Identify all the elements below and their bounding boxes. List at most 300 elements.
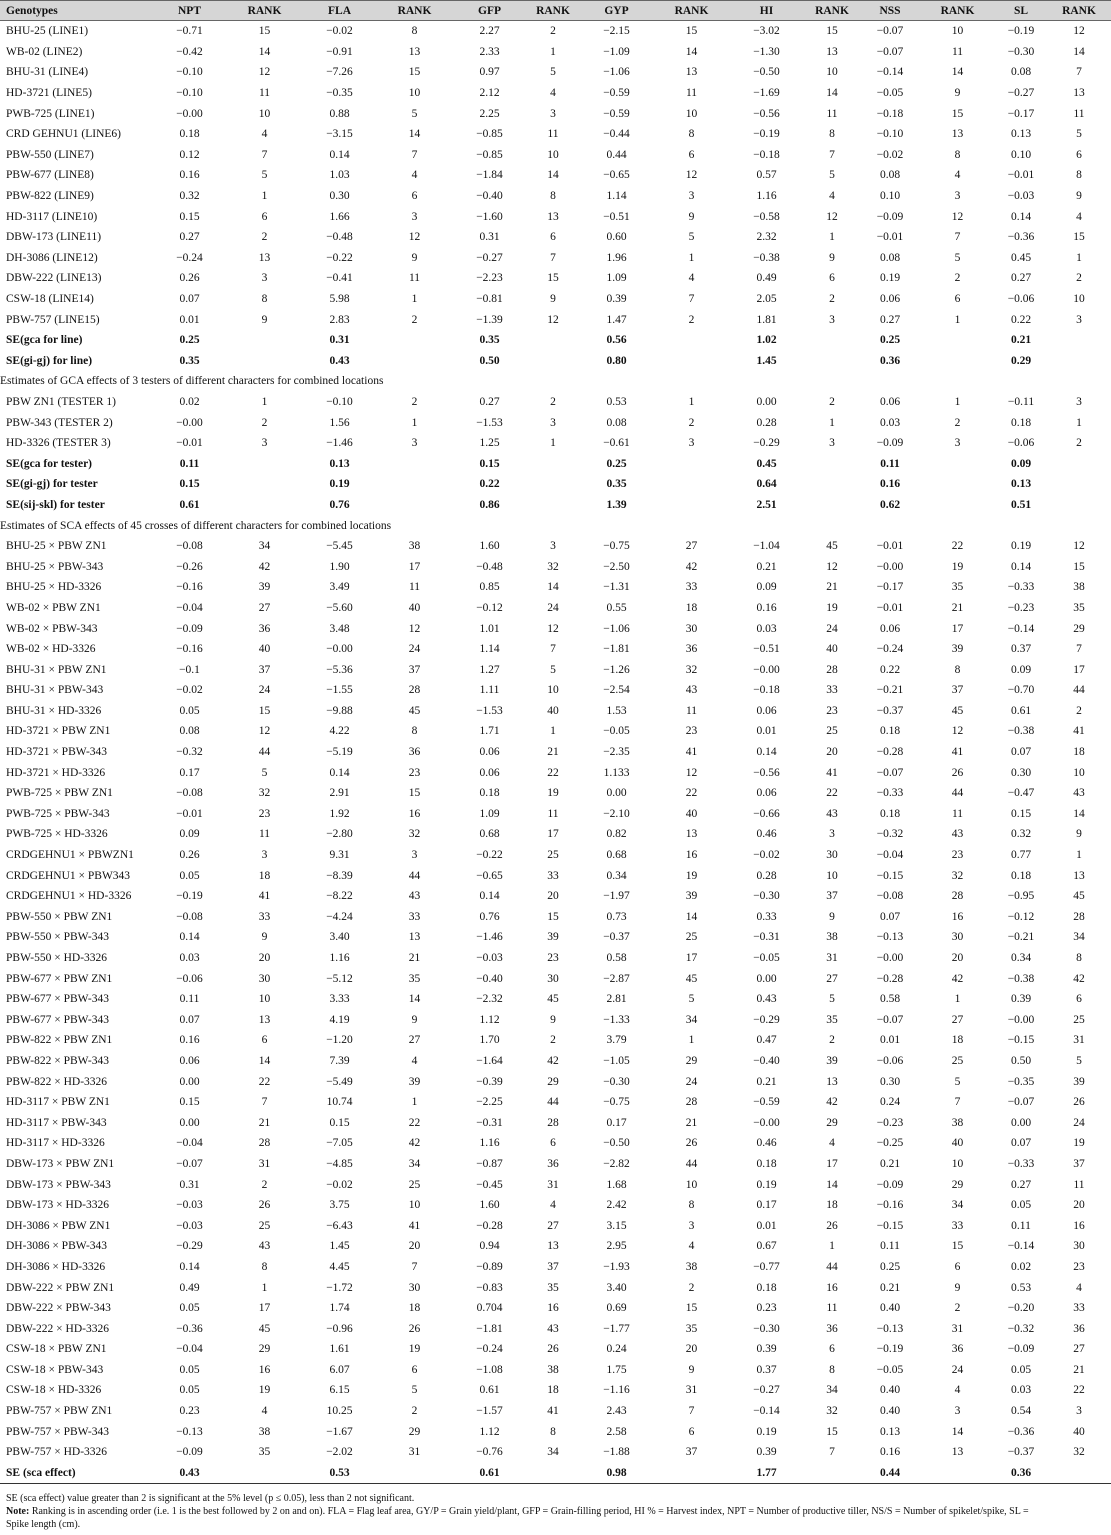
value-cell (527, 351, 579, 372)
value-cell: 4.45 (329, 1260, 350, 1273)
value-cell: 0.09 (1010, 457, 1032, 470)
value-cell: −0.89 (476, 1260, 503, 1273)
value-cell: 37 (951, 684, 964, 697)
value-cell: −0.07 (176, 1157, 203, 1170)
value-cell: −0.59 (753, 1096, 780, 1109)
value-cell: 0.06 (479, 766, 500, 779)
value-cell: 13 (951, 128, 964, 141)
value-cell: −8.22 (326, 890, 353, 903)
value-cell: 0.49 (756, 272, 777, 285)
value-cell: 1 (954, 313, 961, 326)
value-cell: −0.36 (176, 1322, 203, 1335)
value-cell: −9.88 (326, 704, 353, 717)
table-row (0, 1092, 1111, 1113)
value-cell: 0.07 (879, 910, 901, 923)
value-cell: 38 (258, 1425, 271, 1438)
genotype-cell: DH-3086 × PBW-343 (6, 1240, 108, 1253)
value-cell (527, 495, 579, 516)
value-cell: −0.04 (176, 1343, 203, 1356)
value-cell: −4.85 (326, 1157, 353, 1170)
value-cell: −0.00 (753, 663, 780, 676)
value-cell: 27 (826, 972, 838, 985)
value-cell: 45 (685, 972, 698, 985)
genotype-cell: BHU-31 × HD-3326 (6, 704, 102, 717)
value-cell: 13 (685, 66, 698, 79)
value-cell: 0.14 (179, 931, 200, 944)
value-cell: 43 (951, 828, 964, 841)
value-cell: −0.16 (176, 643, 203, 656)
table-header-row (0, 1, 1111, 21)
value-cell: −1.67 (326, 1425, 353, 1438)
table-row (0, 1051, 1111, 1072)
value-cell: 5 (261, 766, 268, 779)
value-cell (1047, 1463, 1111, 1484)
value-cell: 9 (411, 1013, 418, 1026)
table-row (0, 598, 1111, 619)
value-cell: 43 (1073, 787, 1085, 800)
value-cell: 0.06 (879, 622, 901, 635)
value-cell: 30 (685, 622, 698, 635)
value-cell: 39 (685, 890, 698, 903)
genotype-cell: PWB-725 (LINE1) (6, 107, 95, 120)
value-cell: 15 (685, 25, 698, 38)
value-cell: −0.58 (753, 210, 780, 223)
value-cell (804, 1463, 860, 1484)
value-cell: −0.24 (876, 643, 904, 656)
value-cell: 0.39 (756, 1446, 777, 1459)
value-cell: −0.38 (1007, 972, 1035, 985)
value-cell: 2 (550, 1034, 556, 1047)
value-cell: 7 (411, 1260, 418, 1273)
value-cell: 4 (829, 1137, 835, 1150)
value-cell: 39 (408, 1075, 421, 1088)
value-cell: −0.07 (1007, 1096, 1035, 1109)
table-row (0, 289, 1111, 310)
standard-error-row (0, 474, 1111, 495)
value-cell: 7 (954, 1096, 961, 1109)
value-cell: 12 (547, 313, 559, 326)
value-cell: −0.32 (1007, 1322, 1035, 1335)
value-cell: 7 (261, 148, 268, 161)
genotype-cell: BHU-31 × PBW ZN1 (6, 663, 107, 676)
value-cell: 3 (954, 1405, 961, 1418)
value-cell: −1.77 (603, 1322, 630, 1335)
value-cell: 26 (685, 1137, 698, 1150)
value-cell: −0.38 (753, 251, 780, 264)
value-cell: 0.27 (179, 231, 200, 244)
value-cell: 0.58 (606, 952, 627, 965)
value-cell: 40 (258, 643, 271, 656)
value-cell: −5.45 (326, 540, 353, 553)
value-cell: 8 (954, 663, 961, 676)
value-cell: −0.51 (603, 210, 630, 223)
value-cell: 7 (688, 293, 695, 306)
value-cell: −0.48 (326, 231, 353, 244)
value-cell: 39 (547, 931, 559, 944)
value-cell (377, 474, 452, 495)
value-cell: 0.08 (879, 169, 901, 182)
value-cell: 42 (951, 972, 964, 985)
value-cell: 3 (1076, 313, 1082, 326)
value-cell: 3 (688, 190, 695, 203)
value-cell: 0.15 (179, 210, 200, 223)
value-cell: 6 (411, 190, 418, 203)
table-row (0, 618, 1111, 639)
value-cell: −0.20 (1007, 1302, 1035, 1315)
value-cell: 1.45 (329, 1240, 350, 1253)
value-cell: 29 (826, 1116, 838, 1129)
table-row (0, 1215, 1111, 1236)
value-cell: 16 (951, 910, 964, 923)
value-cell: 7.39 (329, 1054, 350, 1067)
value-cell: 15 (408, 66, 421, 79)
value-cell: 34 (408, 1157, 421, 1170)
value-cell: 19 (258, 1384, 271, 1397)
table-row (0, 701, 1111, 722)
value-cell: 12 (547, 622, 559, 635)
value-cell: 0.03 (179, 952, 200, 965)
value-cell: 15 (951, 1240, 964, 1253)
value-cell (1047, 330, 1111, 351)
value-cell: 44 (951, 787, 964, 800)
value-cell: 1.70 (479, 1034, 500, 1047)
value-cell: 0.37 (756, 1363, 777, 1376)
value-cell (227, 495, 302, 516)
value-cell: 0.61 (452, 1463, 527, 1484)
value-cell: 1 (954, 395, 961, 408)
value-cell: 0.45 (756, 457, 777, 470)
value-cell: 0.02 (179, 395, 200, 408)
value-cell: −0.13 (876, 1322, 904, 1335)
value-cell: −5.49 (326, 1075, 353, 1088)
value-cell: 0.00 (1010, 1116, 1032, 1129)
value-cell: −0.19 (753, 128, 780, 141)
value-cell: 12 (1073, 540, 1085, 553)
value-cell: 32 (258, 787, 271, 800)
value-cell: 15 (258, 704, 271, 717)
value-cell: 11 (258, 87, 271, 100)
value-cell: −0.00 (876, 560, 904, 573)
value-cell: 9.31 (329, 849, 350, 862)
value-cell: 9 (261, 313, 268, 326)
value-cell: 40 (826, 643, 838, 656)
value-cell: −2.32 (476, 993, 503, 1006)
value-cell: 32 (1073, 1446, 1085, 1459)
value-cell (1047, 474, 1111, 495)
value-cell: 2 (550, 395, 556, 408)
value-cell: 17 (951, 622, 964, 635)
value-cell: 30 (826, 849, 838, 862)
value-cell: 0.36 (879, 354, 901, 367)
value-cell: 19 (685, 869, 698, 882)
value-cell: 22 (685, 787, 698, 800)
genotype-cell: SE(gca for line) (6, 334, 83, 347)
value-cell: 2.83 (329, 313, 350, 326)
value-cell: 0.05 (179, 1384, 200, 1397)
value-cell: 3 (688, 1219, 695, 1232)
value-cell: 9 (550, 293, 556, 306)
value-cell (920, 453, 995, 474)
table-row (0, 1195, 1111, 1216)
value-cell: 35 (408, 972, 421, 985)
value-cell: 41 (826, 766, 838, 779)
value-cell: 44 (258, 746, 271, 759)
value-cell: 0.15 (329, 1116, 350, 1129)
value-cell: 1 (1076, 416, 1082, 429)
value-cell: 0.43 (152, 1463, 227, 1484)
value-cell: 23 (1073, 1260, 1085, 1273)
value-cell (527, 330, 579, 351)
value-cell: 20 (408, 1240, 421, 1253)
value-cell: 0.80 (606, 354, 627, 367)
value-cell: 0.30 (879, 1075, 901, 1088)
genotype-cell: HD-3117 × PBW-343 (6, 1116, 107, 1129)
value-cell: 8 (1076, 169, 1082, 182)
value-cell: −0.11 (1007, 395, 1035, 408)
value-cell: 10 (826, 66, 838, 79)
value-cell: 8 (829, 128, 835, 141)
value-cell: 8 (688, 128, 695, 141)
value-cell: 0.11 (179, 457, 200, 470)
value-cell: 0.43 (329, 354, 350, 367)
value-cell: 0.14 (479, 890, 500, 903)
value-cell: 0.31 (479, 231, 500, 244)
value-cell: 33 (258, 910, 271, 923)
value-cell: 1 (688, 251, 695, 264)
value-cell: −0.40 (753, 1054, 780, 1067)
value-cell: 0.00 (179, 1075, 200, 1088)
value-cell: −0.56 (753, 107, 780, 120)
value-cell: −0.14 (1007, 1240, 1035, 1253)
table-row (0, 1318, 1111, 1339)
value-cell: 26 (951, 766, 964, 779)
footnote-abbreviations (6, 1505, 1030, 1531)
value-cell: 3 (1076, 1405, 1082, 1418)
value-cell: 29 (951, 1178, 964, 1191)
value-cell: −1.88 (603, 1446, 630, 1459)
value-cell: 34 (258, 540, 271, 553)
value-cell: −0.24 (476, 1343, 503, 1356)
table-row (0, 412, 1111, 433)
value-cell: −1.81 (476, 1322, 503, 1335)
value-cell: −0.07 (876, 25, 904, 38)
value-cell: −0.09 (176, 1446, 203, 1459)
value-cell: 27 (951, 1013, 964, 1026)
value-cell: 1.25 (479, 437, 500, 450)
value-cell: 4 (261, 128, 268, 141)
value-cell: −0.08 (176, 910, 203, 923)
value-cell: −1.53 (476, 704, 503, 717)
value-cell: 6 (954, 293, 961, 306)
value-cell: −0.30 (1007, 45, 1035, 58)
value-cell: 13 (1073, 87, 1085, 100)
value-cell: −0.18 (876, 107, 904, 120)
value-cell: 43 (685, 684, 698, 697)
value-cell: 11 (408, 581, 421, 594)
genotype-cell: HD-3117 × PBW ZN1 (6, 1096, 110, 1109)
value-cell: 0.14 (1010, 210, 1032, 223)
value-cell: −2.82 (603, 1157, 630, 1170)
value-cell: 1 (261, 395, 268, 408)
table-row (0, 1236, 1111, 1257)
footnote-significance: SE (sca effect) value greater than 2 is significant at the 5% level (p ≤ 0.05), less than 2 not significant. (6, 1493, 415, 1504)
value-cell: −0.18 (753, 684, 780, 697)
table-row (0, 42, 1111, 63)
value-cell: −0.06 (1007, 437, 1035, 450)
value-cell: 17 (685, 952, 698, 965)
value-cell: 0.18 (1010, 416, 1032, 429)
genotype-cell: HD-3117 × HD-3326 (6, 1137, 105, 1150)
value-cell: 0.13 (1010, 128, 1032, 141)
value-cell: −0.14 (753, 1405, 780, 1418)
table-row (0, 1380, 1111, 1401)
table-row (0, 1010, 1111, 1031)
genotype-cell: DBW-173 × HD-3326 (6, 1199, 109, 1212)
value-cell: −0.1 (179, 663, 200, 676)
value-cell (227, 474, 302, 495)
value-cell: 0.22 (879, 663, 901, 676)
value-cell: 0.39 (756, 1343, 777, 1356)
value-cell (920, 1463, 995, 1484)
value-cell: −0.04 (176, 1137, 203, 1150)
value-cell: −0.77 (753, 1260, 780, 1273)
value-cell (804, 351, 860, 372)
value-cell: −0.13 (176, 1425, 203, 1438)
value-cell: 29 (685, 1054, 698, 1067)
genotype-cell: BHU-25 × PBW ZN1 (6, 540, 107, 553)
value-cell: 0.12 (179, 148, 200, 161)
value-cell: −1.55 (326, 684, 353, 697)
table-row (0, 659, 1111, 680)
value-cell: 0.13 (1010, 478, 1032, 491)
value-cell: 0.15 (1010, 807, 1032, 820)
value-cell: −0.65 (476, 869, 503, 882)
value-cell: 3 (550, 540, 556, 553)
value-cell (527, 1463, 579, 1484)
value-cell: 9 (954, 87, 961, 100)
genotype-cell: HD-3721 (LINE5) (6, 87, 92, 100)
value-cell: 12 (258, 66, 271, 79)
value-cell: 0.25 (879, 334, 901, 347)
value-cell: 1.12 (479, 1013, 500, 1026)
genotype-cell: DBW-173 (LINE11) (6, 231, 102, 244)
value-cell: 0.18 (479, 787, 500, 800)
value-cell: 7 (261, 1096, 268, 1109)
value-cell: −0.05 (876, 87, 904, 100)
value-cell: 0.54 (1010, 1405, 1032, 1418)
value-cell: 12 (408, 231, 421, 244)
value-cell: −0.26 (176, 560, 203, 573)
value-cell: −0.10 (876, 128, 904, 141)
value-cell: 4 (411, 169, 418, 182)
value-cell: 15 (826, 25, 838, 38)
genotype-cell: PBW-757 × PBW-343 (6, 1425, 109, 1438)
value-cell: −0.05 (876, 1363, 904, 1376)
value-cell: 0.21 (756, 560, 777, 573)
value-cell: 9 (1076, 190, 1082, 203)
value-cell (804, 495, 860, 516)
value-cell: 18 (826, 1199, 838, 1212)
value-cell: −0.09 (876, 437, 904, 450)
value-cell: −0.01 (876, 540, 904, 553)
value-cell: −0.03 (1007, 190, 1035, 203)
value-cell: 15 (685, 1302, 698, 1315)
value-cell: −7.05 (326, 1137, 353, 1150)
value-cell: 36 (826, 1322, 838, 1335)
genotype-cell: HD-3721 × PBW-343 (6, 746, 108, 759)
table-row (0, 948, 1111, 969)
value-cell: 0.18 (179, 128, 200, 141)
value-cell: 2.81 (606, 993, 627, 1006)
value-cell: −0.30 (753, 890, 780, 903)
value-cell: 6 (550, 1137, 556, 1150)
table-row (0, 907, 1111, 928)
table-row (0, 824, 1111, 845)
value-cell: −0.05 (753, 952, 780, 965)
genotype-cell: HD-3721 × PBW ZN1 (6, 725, 111, 738)
value-cell: 29 (408, 1425, 421, 1438)
genotype-cell: HD-3117 (LINE10) (6, 210, 98, 223)
value-cell: −0.23 (876, 1116, 904, 1129)
value-cell: 14 (547, 169, 559, 182)
table-row (0, 206, 1111, 227)
value-cell: 1.11 (479, 684, 500, 697)
value-cell: 24 (685, 1075, 698, 1088)
value-cell: 0.06 (879, 395, 901, 408)
table-row (0, 865, 1111, 886)
value-cell: 0.07 (1010, 746, 1032, 759)
value-cell: 0.68 (479, 828, 500, 841)
genotype-cell: WB-02 × PBW ZN1 (6, 601, 101, 614)
value-cell: 24 (1073, 1116, 1085, 1129)
value-cell: 0.03 (1010, 1384, 1032, 1397)
value-cell (227, 1463, 302, 1484)
value-cell: 0.61 (479, 1384, 500, 1397)
value-cell: 4 (829, 190, 835, 203)
value-cell (654, 1463, 729, 1484)
value-cell: 12 (685, 766, 698, 779)
value-cell: −0.17 (876, 581, 904, 594)
value-cell: 22 (826, 787, 838, 800)
value-cell: 3.40 (606, 1281, 627, 1294)
value-cell (920, 495, 995, 516)
header-cell: RANK (920, 1, 995, 21)
value-cell: 8 (688, 1199, 695, 1212)
value-cell: 36 (951, 1343, 964, 1356)
value-cell: 0.26 (179, 849, 200, 862)
value-cell: 0.14 (179, 1260, 200, 1273)
value-cell: 2.58 (606, 1425, 627, 1438)
value-cell: 2.51 (756, 498, 777, 511)
value-cell: 41 (951, 746, 964, 759)
value-cell: 5 (954, 251, 961, 264)
value-cell: 0.23 (179, 1405, 200, 1418)
value-cell: −0.33 (876, 787, 904, 800)
value-cell: 37 (547, 1260, 559, 1273)
value-cell: 14 (685, 910, 698, 923)
value-cell: −0.12 (476, 601, 503, 614)
value-cell: 0.51 (1010, 498, 1032, 511)
value-cell: 0.46 (756, 828, 777, 841)
genotype-cell: BHU-31 (LINE4) (6, 66, 89, 79)
genotype-cell: DH-3086 × PBW ZN1 (6, 1219, 111, 1232)
value-cell: −0.39 (476, 1075, 503, 1088)
value-cell: −0.66 (753, 807, 780, 820)
value-cell: 19 (1073, 1137, 1085, 1150)
value-cell: 32 (951, 869, 964, 882)
value-cell: 0.35 (179, 354, 200, 367)
value-cell: 41 (258, 890, 271, 903)
